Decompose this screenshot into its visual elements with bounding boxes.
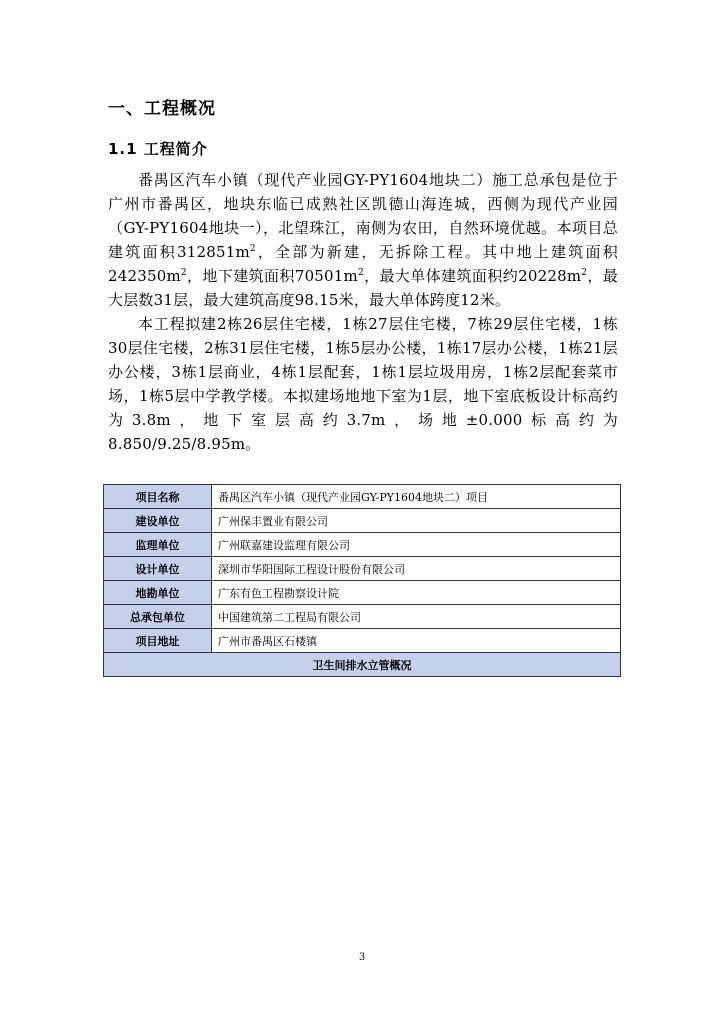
row-label: 设计单位 [104, 557, 212, 581]
table-row [104, 557, 621, 581]
table-row [104, 509, 621, 533]
row-value: 番禺区汽车小镇（现代产业园GY-PY1604地块二）项目 [212, 485, 621, 509]
intro-paragraph [108, 168, 618, 312]
row-value: 中国建筑第二工程局有限公司 [212, 605, 621, 629]
subsection-heading: 1.1 工程简介 [108, 140, 208, 158]
superscript: 2 [581, 268, 588, 278]
row-value: 广州联嘉建设监理有限公司 [212, 533, 621, 557]
row-value: 广东有色工程勘察设计院 [212, 581, 621, 605]
table-footer-row [104, 653, 621, 677]
body-text [108, 168, 618, 456]
table-row [104, 581, 621, 605]
paragraph-text: ，地下建筑面积70501m [186, 267, 358, 285]
section-heading: 一、工程概况 [108, 99, 216, 119]
paragraph-text: ，最大单体建筑面积约20228m [363, 267, 582, 285]
row-label: 项目名称 [104, 485, 212, 509]
paragraph-text: ，全部为新建，无拆除工程。其中地上建筑面积242350m [108, 243, 618, 285]
paragraph-text: 番禺区汽车小镇（现代产业园GY-PY1604地块二）施工总承包是位于广州市番禺区，地块东临已成熟社区凯德山海连城，西侧为现代产业园（GY-PY1604地块一），北望珠江，南侧为农田，自然环境优越。本项目总建筑面积312851m [108, 171, 618, 261]
page-number: 3 [358, 952, 366, 963]
row-value: 广州保丰置业有限公司 [212, 509, 621, 533]
paragraph-text: ，最大层数31层，最大建筑高度98.15米，最大单体跨度12米。 [108, 267, 618, 309]
row-value: 广州市番禺区石楼镇 [212, 629, 621, 653]
row-label: 地勘单位 [104, 581, 212, 605]
building-paragraph: 本工程拟建2栋26层住宅楼，1栋27层住宅楼，7栋29层住宅楼，1栋30层住宅楼，2栋31层住宅楼，1栋5层办公楼，1栋17层办公楼，1栋21层办公楼，3栋1层商业，4栋1层配套，1栋1层垃圾用房，1栋2层配套菜市场，1栋5层中学教学楼。本拟建场地地下室为1层，地下室底板设计标高约为3.8m，地下室层高约3.7m，场地±0.000标高约为8.850/9.25/8.95m。 [108, 315, 618, 453]
superscript: 2 [249, 244, 256, 254]
table-row [104, 605, 621, 629]
row-label: 监理单位 [104, 533, 212, 557]
superscript: 2 [180, 268, 187, 278]
row-value: 深圳市华阳国际工程设计股份有限公司 [212, 557, 621, 581]
row-label: 总承包单位 [104, 605, 212, 629]
row-label: 项目地址 [104, 629, 212, 653]
table-footer: 卫生间排水立管概况 [104, 653, 621, 677]
table-row [104, 533, 621, 557]
project-info-table [103, 484, 621, 677]
superscript: 2 [357, 268, 364, 278]
table-row [104, 485, 621, 509]
table-row [104, 629, 621, 653]
row-label: 建设单位 [104, 509, 212, 533]
